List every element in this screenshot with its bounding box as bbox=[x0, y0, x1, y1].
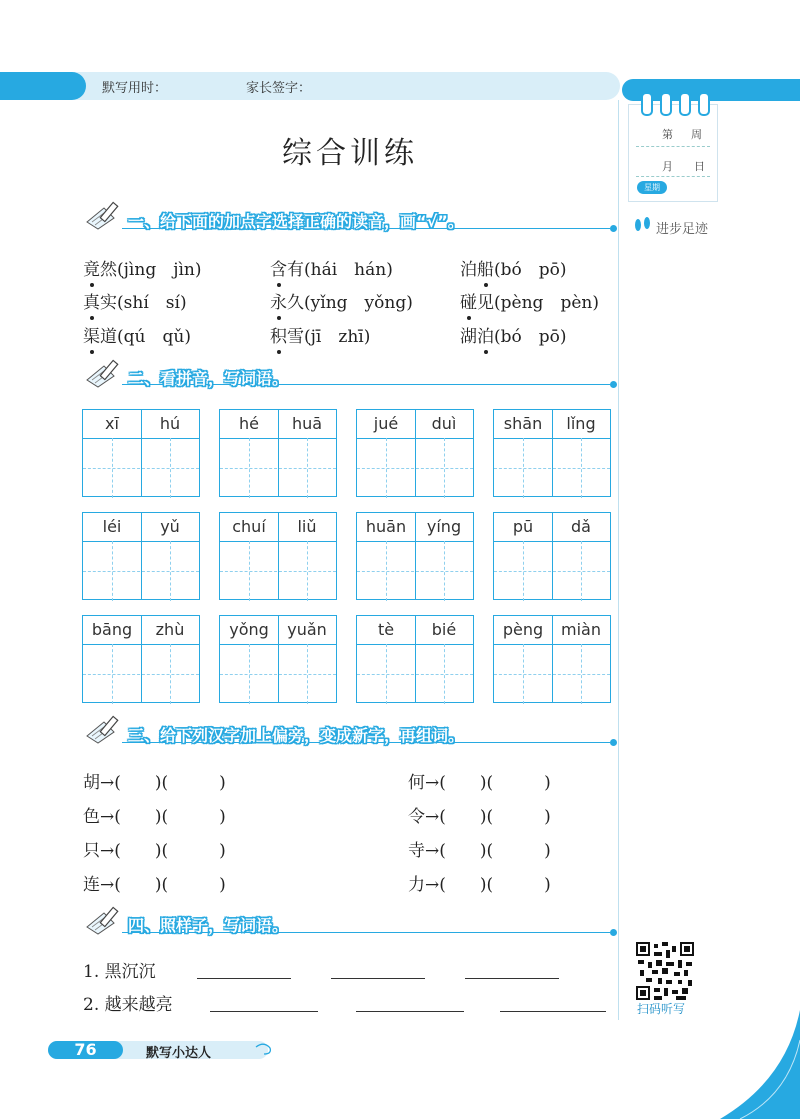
swirl-icon bbox=[254, 1043, 274, 1057]
qr-code-icon[interactable] bbox=[636, 942, 694, 1000]
day-label: 日 bbox=[694, 160, 705, 173]
pinyin-syllable: pū bbox=[512, 517, 534, 536]
pencil-paper-icon bbox=[84, 358, 124, 388]
grid-guide-line bbox=[581, 541, 582, 601]
answer-blank[interactable] bbox=[500, 1011, 606, 1012]
grid-guide-line bbox=[170, 438, 171, 498]
grid-guide-line bbox=[141, 513, 142, 599]
pinyin-question[interactable]: 真实(shí sí) bbox=[83, 293, 187, 313]
pinyin-question[interactable]: 渠道(qú qǔ) bbox=[83, 327, 191, 347]
pinyin-syllable: duì bbox=[431, 414, 457, 433]
pinyin-grid[interactable] bbox=[82, 512, 200, 600]
radical-item[interactable]: 只→( )( ) bbox=[83, 841, 226, 861]
pinyin-question[interactable]: 碰见(pèng pèn) bbox=[460, 293, 599, 313]
pinyin-syllable: lǐng bbox=[566, 414, 596, 433]
pencil-paper-icon bbox=[84, 905, 124, 935]
pinyin-syllable: hú bbox=[159, 414, 181, 433]
grid-guide-line bbox=[141, 410, 142, 496]
scan-listen-label: 扫码听写 bbox=[637, 1002, 686, 1016]
pinyin-syllable: jué bbox=[373, 414, 399, 433]
grid-guide-line bbox=[415, 616, 416, 702]
pinyin-grid[interactable] bbox=[493, 615, 611, 703]
answer-blank[interactable] bbox=[465, 978, 559, 979]
pinyin-syllable: huā bbox=[291, 414, 323, 433]
calendar-ring-icon bbox=[679, 92, 691, 116]
pinyin-grid[interactable] bbox=[356, 409, 474, 497]
pinyin-grid[interactable] bbox=[219, 512, 337, 600]
pinyin-syllable: yǒng bbox=[229, 620, 269, 639]
progress-footprint-label: 进步足迹 bbox=[656, 222, 709, 237]
pinyin-syllable: yuǎn bbox=[287, 620, 327, 639]
grid-guide-line bbox=[444, 541, 445, 601]
example-word: 1. 黑沉沉 bbox=[83, 962, 156, 982]
week-label-1: 第 bbox=[662, 128, 673, 141]
pinyin-syllable: zhù bbox=[155, 620, 185, 639]
grid-guide-line bbox=[170, 644, 171, 704]
radical-item[interactable]: 何→( )( ) bbox=[408, 773, 551, 793]
grid-guide-line bbox=[83, 468, 199, 469]
calendar-ring-icon bbox=[641, 92, 653, 116]
grid-guide-line bbox=[357, 468, 473, 469]
grid-guide-line bbox=[307, 438, 308, 498]
pinyin-question[interactable]: 永久(yǐng yǒng) bbox=[270, 293, 413, 313]
grid-guide-line bbox=[220, 571, 336, 572]
section-dot bbox=[610, 929, 617, 936]
grid-guide-line bbox=[249, 541, 250, 601]
pinyin-question[interactable]: 泊船(bó pō) bbox=[460, 260, 567, 280]
example-word: 2. 越来越亮 bbox=[83, 995, 173, 1015]
radical-item[interactable]: 色→( )( ) bbox=[83, 807, 226, 827]
section-dot bbox=[610, 225, 617, 232]
pinyin-syllable: shān bbox=[503, 414, 543, 433]
corner-decoration bbox=[720, 1010, 800, 1119]
grid-guide-line bbox=[278, 410, 279, 496]
pencil-paper-icon bbox=[84, 714, 124, 744]
grid-guide-line bbox=[581, 644, 582, 704]
pinyin-syllable: bié bbox=[431, 620, 457, 639]
radical-item[interactable]: 寺→( )( ) bbox=[408, 841, 551, 861]
pinyin-grid[interactable] bbox=[82, 615, 200, 703]
grid-guide-line bbox=[83, 674, 199, 675]
page-number: 76 bbox=[48, 1041, 123, 1059]
grid-guide-line bbox=[112, 438, 113, 498]
grid-guide-line bbox=[494, 674, 610, 675]
grid-guide-line bbox=[307, 644, 308, 704]
answer-blank[interactable] bbox=[197, 978, 291, 979]
parent-sign-label: 家长签字： bbox=[246, 81, 312, 96]
grid-guide-line bbox=[386, 541, 387, 601]
section-3-title: 三、给下列汉字加上偏旁，变成新字，再组词。 bbox=[128, 726, 465, 745]
calendar-ring-icon bbox=[698, 92, 710, 116]
pinyin-grid[interactable] bbox=[219, 615, 337, 703]
grid-guide-line bbox=[141, 616, 142, 702]
radical-item[interactable]: 连→( )( ) bbox=[83, 875, 226, 895]
grid-guide-line bbox=[523, 541, 524, 601]
pinyin-syllable: liǔ bbox=[297, 517, 317, 536]
grid-guide-line bbox=[357, 674, 473, 675]
pinyin-question[interactable]: 竟然(jìng jìn) bbox=[83, 260, 202, 280]
section-1-title: 一、给下面的加点字选择正确的读音，画“√”。 bbox=[128, 212, 464, 231]
section-2-title: 二、看拼音，写词语。 bbox=[128, 369, 289, 388]
pinyin-syllable: huān bbox=[365, 517, 407, 536]
pinyin-question[interactable]: 湖泊(bó pō) bbox=[460, 327, 567, 347]
grid-guide-line bbox=[523, 644, 524, 704]
month-label: 月 bbox=[662, 160, 673, 173]
grid-guide-line bbox=[444, 644, 445, 704]
calendar-line bbox=[636, 176, 710, 177]
weekday-tag: 星期 bbox=[637, 181, 667, 194]
sidebar-divider bbox=[618, 100, 619, 1020]
grid-guide-line bbox=[415, 513, 416, 599]
answer-blank[interactable] bbox=[210, 1011, 318, 1012]
grid-guide-line bbox=[83, 571, 199, 572]
grid-guide-line bbox=[523, 438, 524, 498]
grid-guide-line bbox=[112, 541, 113, 601]
section-dot bbox=[610, 381, 617, 388]
pinyin-syllable: bāng bbox=[91, 620, 133, 639]
pinyin-syllable: léi bbox=[102, 517, 122, 536]
pinyin-question[interactable]: 积雪(jī zhī) bbox=[270, 327, 371, 347]
grid-guide-line bbox=[220, 468, 336, 469]
pinyin-grid[interactable] bbox=[356, 615, 474, 703]
pinyin-question[interactable]: 含有(hái hán) bbox=[270, 260, 393, 280]
grid-guide-line bbox=[494, 571, 610, 572]
grid-guide-line bbox=[386, 438, 387, 498]
calendar-ring-icon bbox=[660, 92, 672, 116]
pinyin-grid[interactable] bbox=[493, 409, 611, 497]
grid-guide-line bbox=[581, 438, 582, 498]
grid-guide-line bbox=[249, 644, 250, 704]
pinyin-syllable: xī bbox=[105, 414, 119, 433]
pinyin-syllable: yǔ bbox=[160, 517, 180, 536]
pinyin-syllable: hé bbox=[239, 414, 259, 433]
grid-guide-line bbox=[494, 468, 610, 469]
pinyin-grid[interactable] bbox=[82, 409, 200, 497]
grid-guide-line bbox=[278, 616, 279, 702]
grid-guide-line bbox=[278, 513, 279, 599]
header-accent bbox=[0, 72, 86, 100]
pinyin-syllable: yíng bbox=[426, 517, 462, 536]
week-label-2: 周 bbox=[691, 128, 702, 141]
section-dot bbox=[610, 739, 617, 746]
section-4-title: 四、照样子，写词语。 bbox=[128, 916, 289, 935]
answer-blank[interactable] bbox=[331, 978, 425, 979]
grid-guide-line bbox=[552, 513, 553, 599]
radical-item[interactable]: 令→( )( ) bbox=[408, 807, 551, 827]
grid-guide-line bbox=[415, 410, 416, 496]
pinyin-syllable: chuí bbox=[232, 517, 266, 536]
pinyin-grid[interactable] bbox=[356, 512, 474, 600]
radical-item[interactable]: 力→( )( ) bbox=[408, 875, 551, 895]
radical-item[interactable]: 胡→( )( ) bbox=[83, 773, 226, 793]
pinyin-syllable: miàn bbox=[561, 620, 601, 639]
book-label: 默写小达人 bbox=[146, 1046, 212, 1061]
grid-guide-line bbox=[249, 438, 250, 498]
grid-guide-line bbox=[386, 644, 387, 704]
pinyin-grid[interactable] bbox=[219, 409, 337, 497]
grid-guide-line bbox=[307, 541, 308, 601]
grid-guide-line bbox=[220, 674, 336, 675]
pinyin-syllable: dǎ bbox=[571, 517, 591, 536]
grid-guide-line bbox=[552, 616, 553, 702]
pinyin-grid[interactable] bbox=[493, 512, 611, 600]
answer-blank[interactable] bbox=[356, 1011, 464, 1012]
grid-guide-line bbox=[112, 644, 113, 704]
footprint-icon bbox=[632, 215, 654, 235]
pinyin-syllable: pèng bbox=[502, 620, 544, 639]
grid-guide-line bbox=[552, 410, 553, 496]
page-title: 综合训练 bbox=[282, 136, 418, 171]
dictation-time-label: 默写用时： bbox=[102, 81, 168, 96]
pinyin-syllable: tè bbox=[377, 620, 395, 639]
pencil-paper-icon bbox=[84, 200, 124, 230]
grid-guide-line bbox=[357, 571, 473, 572]
grid-guide-line bbox=[444, 438, 445, 498]
grid-guide-line bbox=[170, 541, 171, 601]
